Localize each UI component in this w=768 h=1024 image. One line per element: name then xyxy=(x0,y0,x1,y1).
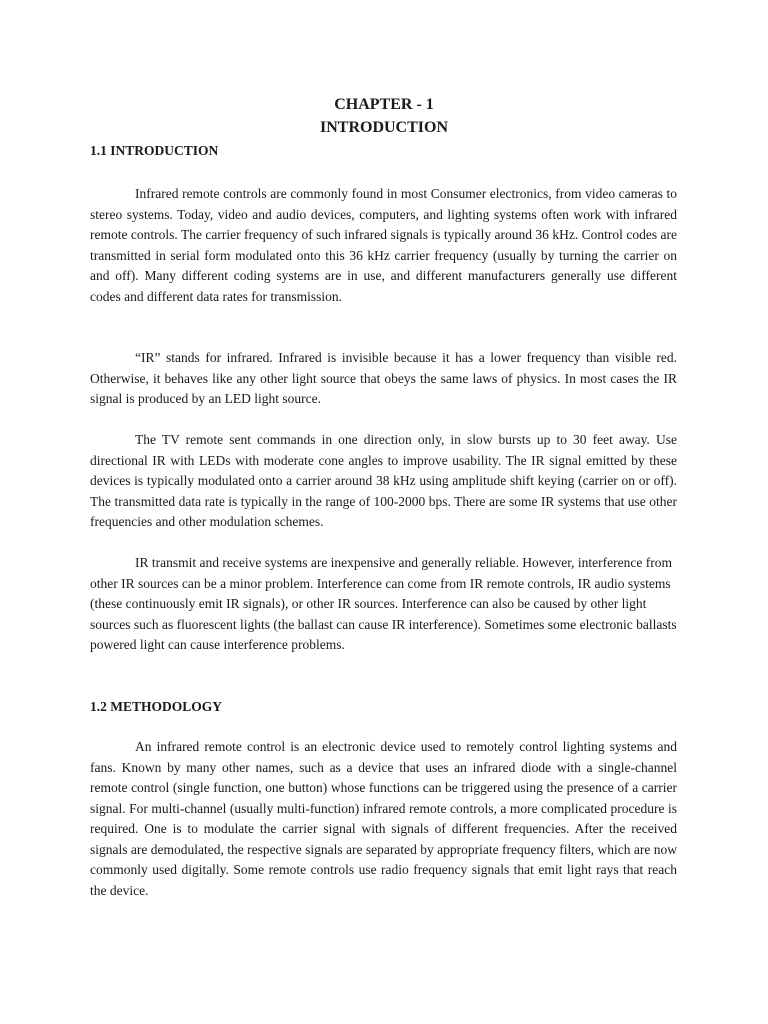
section-heading-methodology: 1.2 METHODOLOGY xyxy=(90,699,223,714)
paragraph-ir-interference: IR transmit and receive systems are inexpensive and generally reliable. However, interference from other IR sources can be a minor problem. Interference can come from IR remote controls, IR audio systems (these continuously emit IR signals), or other IR sources. Interference can also be caused by other light sources such as fluorescent lights (the ballast can cause IR interference). Sometimes some electronic ballasts powered light can cause interference problems. xyxy=(90,555,677,652)
paragraph-ir-definition: “IR” stands for infrared. Infrared is invisible because it has a lower frequency than visible red. Otherwise, it behaves like any other light source that obeys the same laws of physics. In most cases the IR signal is produced by an LED light source. xyxy=(90,350,677,406)
paragraph-tv-remote: The TV remote sent commands in one direction only, in slow bursts up to 30 feet away. Use directional IR with LEDs with moderate cone angles to improve usability. The IR signal emitted by these devices is typically modulated onto a carrier around 38 kHz using amplitude shift keying (carrier on or off). The transmitted data rate is typically in the range of 100-2000 bps. There are some IR systems that use other frequencies and other modulation schemes. xyxy=(90,432,677,529)
chapter-title: INTRODUCTION xyxy=(319,119,448,136)
paragraph-infrared-remote-controls: Infrared remote controls are commonly found in most Consumer electronics, from video cameras to stereo systems. Today, video and audio devices, computers, and lighting systems often work with infrared remote controls. The carrier frequency of such infrared signals is typically around 36 kHz. Control codes are transmitted in serial form modulated onto this 36 kHz carrier frequency (usually by turning the carrier on and off). Many different coding systems are in use, and different manufacturers generally use different codes and different data rates for transmission. xyxy=(90,186,677,304)
section-heading-introduction: 1.1 INTRODUCTION xyxy=(90,143,219,158)
chapter-number: CHAPTER - 1 xyxy=(334,96,434,113)
paragraph-methodology: An infrared remote control is an electronic device used to remotely control lighting systems and fans. Known by many other names, such as a device that uses an infrared diode with a single-channel remote control (single function, one button) whose functions can be triggered using the presence of a carrier signal. For multi-channel (usually multi-function) infrared remote controls, a more complicated procedure is required. One is to modulate the carrier signal with signals of different frequencies. After the received signals are demodulated, the respective signals are separated by appropriate frequency filters, which are now commonly used digitally. Some remote controls use radio frequency signals that emit light rays that reach the device. xyxy=(90,739,678,898)
